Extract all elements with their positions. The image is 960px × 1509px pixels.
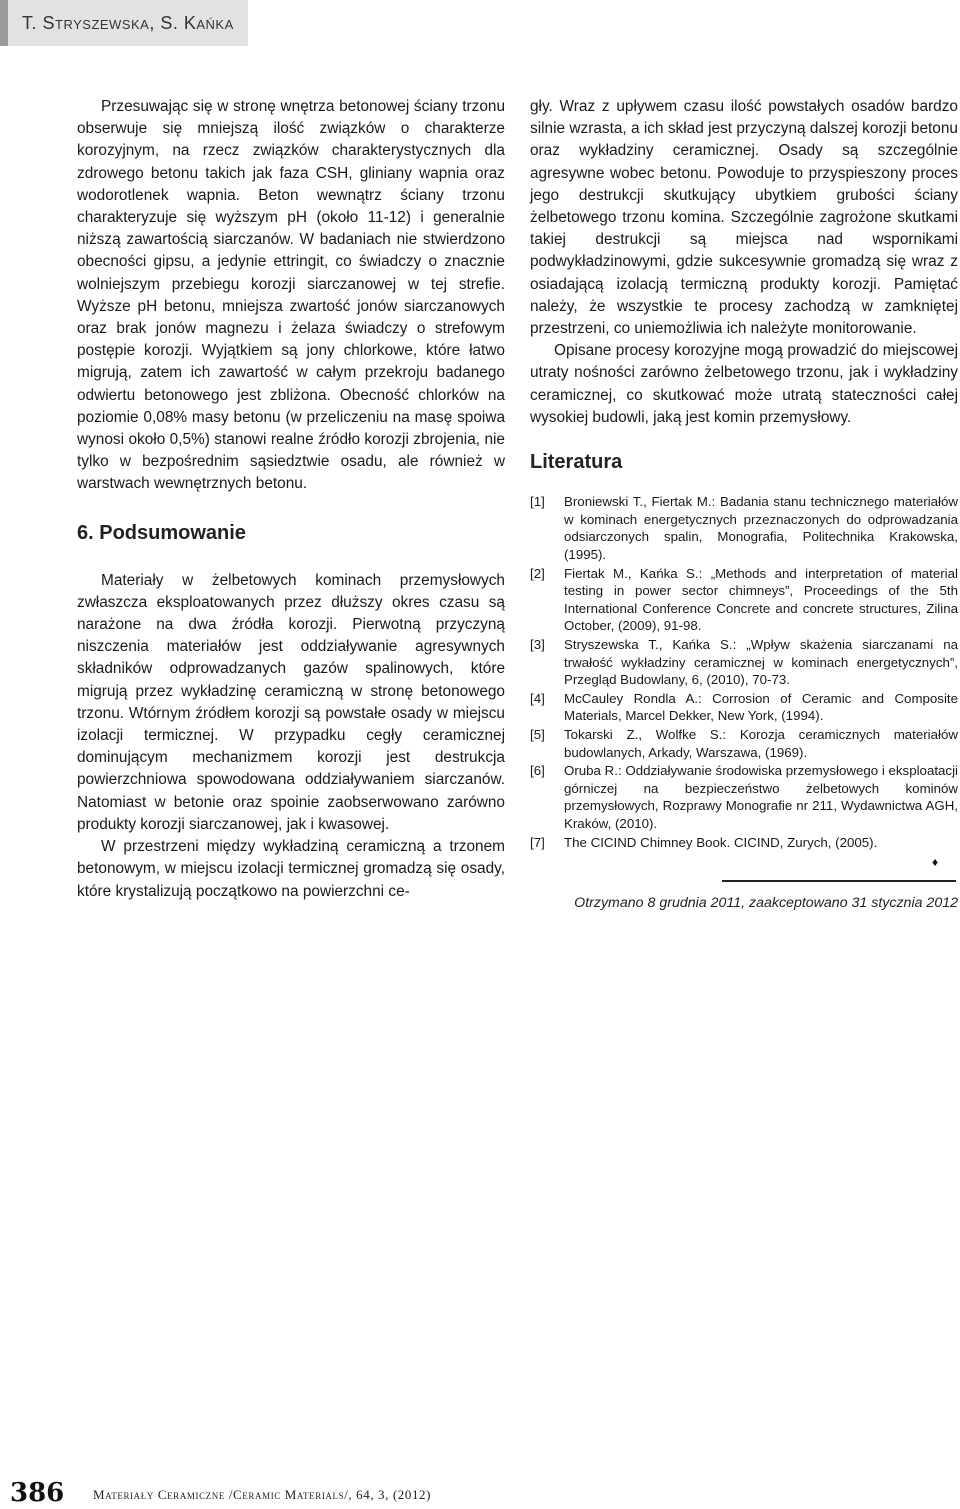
reference-number: [7] [530,834,545,850]
divider-rule [722,880,956,882]
reference-item [530,636,958,689]
page-number: 386 [10,1478,65,1508]
body-paragraph: Przesuwając się w stronę wnętrza betonowej ściany trzonu obserwuje się mniejszą ilość związków o charakterze korozyjnym, na rzecz związków charakterystycznych dla zdrowego betonu takich jak faza CSH, gliniany wapnia oraz wodorotlenek wapnia. Beton wewnątrz ściany trzonu charakteryzuje się wyższym pH (około 11-12) i generalnie niższą zawartością siarczanów. W badaniach nie stwierdzono obecności gipsu, a jedynie ettringit, co świadczy o znacznie wolniejszym przebiegu korozji siarczanowej w tej strefie. Wyższe pH betonu, mniejsza zwartość jonów siarczanowych oraz brak jonów magnezu i żelaza świadczy o strefowym postępie korozji. Wyjątkiem są jony chlorkowe, które łatwo migrują, zatem ich zawartość w całym przekroju badanego odwiertu betonowego jest zbliżona. Obecność chlorków na poziomie 0,08% masy betonu (w przeliczeniu na masę spoiwa wynosi około 0,5%) stanowi realne źródło korozji zbrojenia, nie tylko w bezpośrednim sąsiedztwie osadu, ale również w warstwach wewnętrznych betonu. [77,98,505,493]
section-heading: 6. Podsumowanie [77,521,246,544]
reference-number: [4] [530,690,545,706]
right-column [530,96,958,852]
left-column [77,96,505,903]
reference-text: Oruba R.: Oddziaływanie środowiska przemysłowego i eksploatacji górniczej na bezpieczeństwo żelbetowych kominów przemysłowych, Rozprawy Monografie nr 211, Wydawnictwa AGH, Kraków, (2010). [564,763,958,831]
reference-number: [6] [530,763,545,779]
reference-text: McCauley Rondla A.: Corrosion of Ceramic and Composite Materials, Marcel Dekker, New York, (1994). [564,690,958,724]
header-accent-bar [0,0,8,46]
reference-number: [1] [530,494,545,510]
reference-item [530,834,958,852]
reference-item [530,493,958,563]
reference-item [530,762,958,832]
body-paragraph: gły. Wraz z upływem czasu ilość powstałych osadów bardzo silnie wzrasta, a ich skład jest przyczyną dalszej korozji betonu oraz wykładziny ceramicznej. Osady są szczególnie agresywne wobec betonu. Powoduje to przyspieszony proces jego destrukcji skutkujący ubytkiem grubości ściany żelbetowego trzonu komina. Szczególnie zagrożone skutkami takiej destrukcji są miejsca nad wspornikami podwykładzinowymi, gdzie sukcesywnie gromadzą się wraz z osiadającą izolacją termiczną produkty korozji. Pamiętać należy, że wszystkie te procesy zachodzą w zamkniętej przestrzeni, co uniemożliwia ich należyte monitorowanie. [530,98,958,338]
page-footer [0,1478,960,1508]
reference-number: [2] [530,565,545,581]
header-authors: T. Stryszewska, S. Kańka [22,13,234,33]
body-paragraph: Opisane procesy korozyjne mogą prowadzić do miejscowej utraty nośności zarówno żelbetowego trzonu, jak i wykładziny ceramicznej, co skutkować może utratą stateczności całej wysokiej budowli, jaką jest komin przemysłowy. [530,342,958,426]
reference-text: Tokarski Z., Wolfke S.: Korozja ceramicznych materiałów budowlanych, Arkady, Warszawa, (1969). [564,726,958,760]
reference-number: [5] [530,726,545,742]
reference-item [530,565,958,635]
journal-citation: Materiały Ceramiczne /Ceramic Materials/, 64, 3, (2012) [93,1487,432,1502]
reference-text: Broniewski T., Fiertak M.: Badania stanu technicznego materiałów w kominach energetycznych przeznaczonych do odprowadzania odsiarczonych spalin, Monografia, Politechnika Krakowska, (1995). [564,494,958,563]
literature-heading: Literatura [530,451,623,474]
reference-text: The CICIND Chimney Book. CICIND, Zurych, (2005). [564,834,878,850]
reference-text: Stryszewska T., Kańka S.: „Wpływ skażenia siarczanami na trwałość wykładziny ceramicznej w kominach energetycznych”, Przegląd Budowlany, 6, (2010), 70-73. [564,637,958,688]
reference-item [530,726,958,761]
reference-text: Fiertak M., Kańka S.: „Methods and interpretation of material testing in power sector chimneys”, Proceedings of the 5th International Conference Concrete and concrete structures, Zilina October, (2009), 91-98. [564,565,958,634]
reference-item [530,690,958,725]
body-paragraph: W przestrzeni między wykładziną ceramiczną a trzonem betonowym, w miejscu izolacji termicznej gromadzą się osady, które krystalizują początkowo na powierzchni ce- [77,838,505,900]
reference-number: [3] [530,637,545,652]
running-header [0,0,248,46]
received-date: Otrzymano 8 grudnia 2011, zaakceptowano 31 stycznia 2012 [574,895,958,911]
body-paragraph: Materiały w żelbetowych kominach przemysłowych zwłaszcza eksploatowanych przez dłuższy okres czasu są narażone na dwa źródła korozji. Pierwotną przyczyną niszczenia materiałów jest oddziaływanie agresywnych składników odprowadzanych gazów spalinowych, które migrują przez wykładzinę ceramiczną w stronę betonowego trzonu. Wtórnym źródłem korozji są powstałe osady w miejscu izolacji termicznej. W przypadku cegły ceramicznej dominującym mechanizmem korozji jest destrukcja powierzchniowa spowodowana oddziaływaniem siarczanów. Natomiast w betonie oraz spoinie zaobserwowano zarówno produkty korozji siarczanowej, jak i kwasowej. [77,571,505,833]
reference-list [530,493,958,851]
diamond-icon: ♦ [932,855,939,869]
